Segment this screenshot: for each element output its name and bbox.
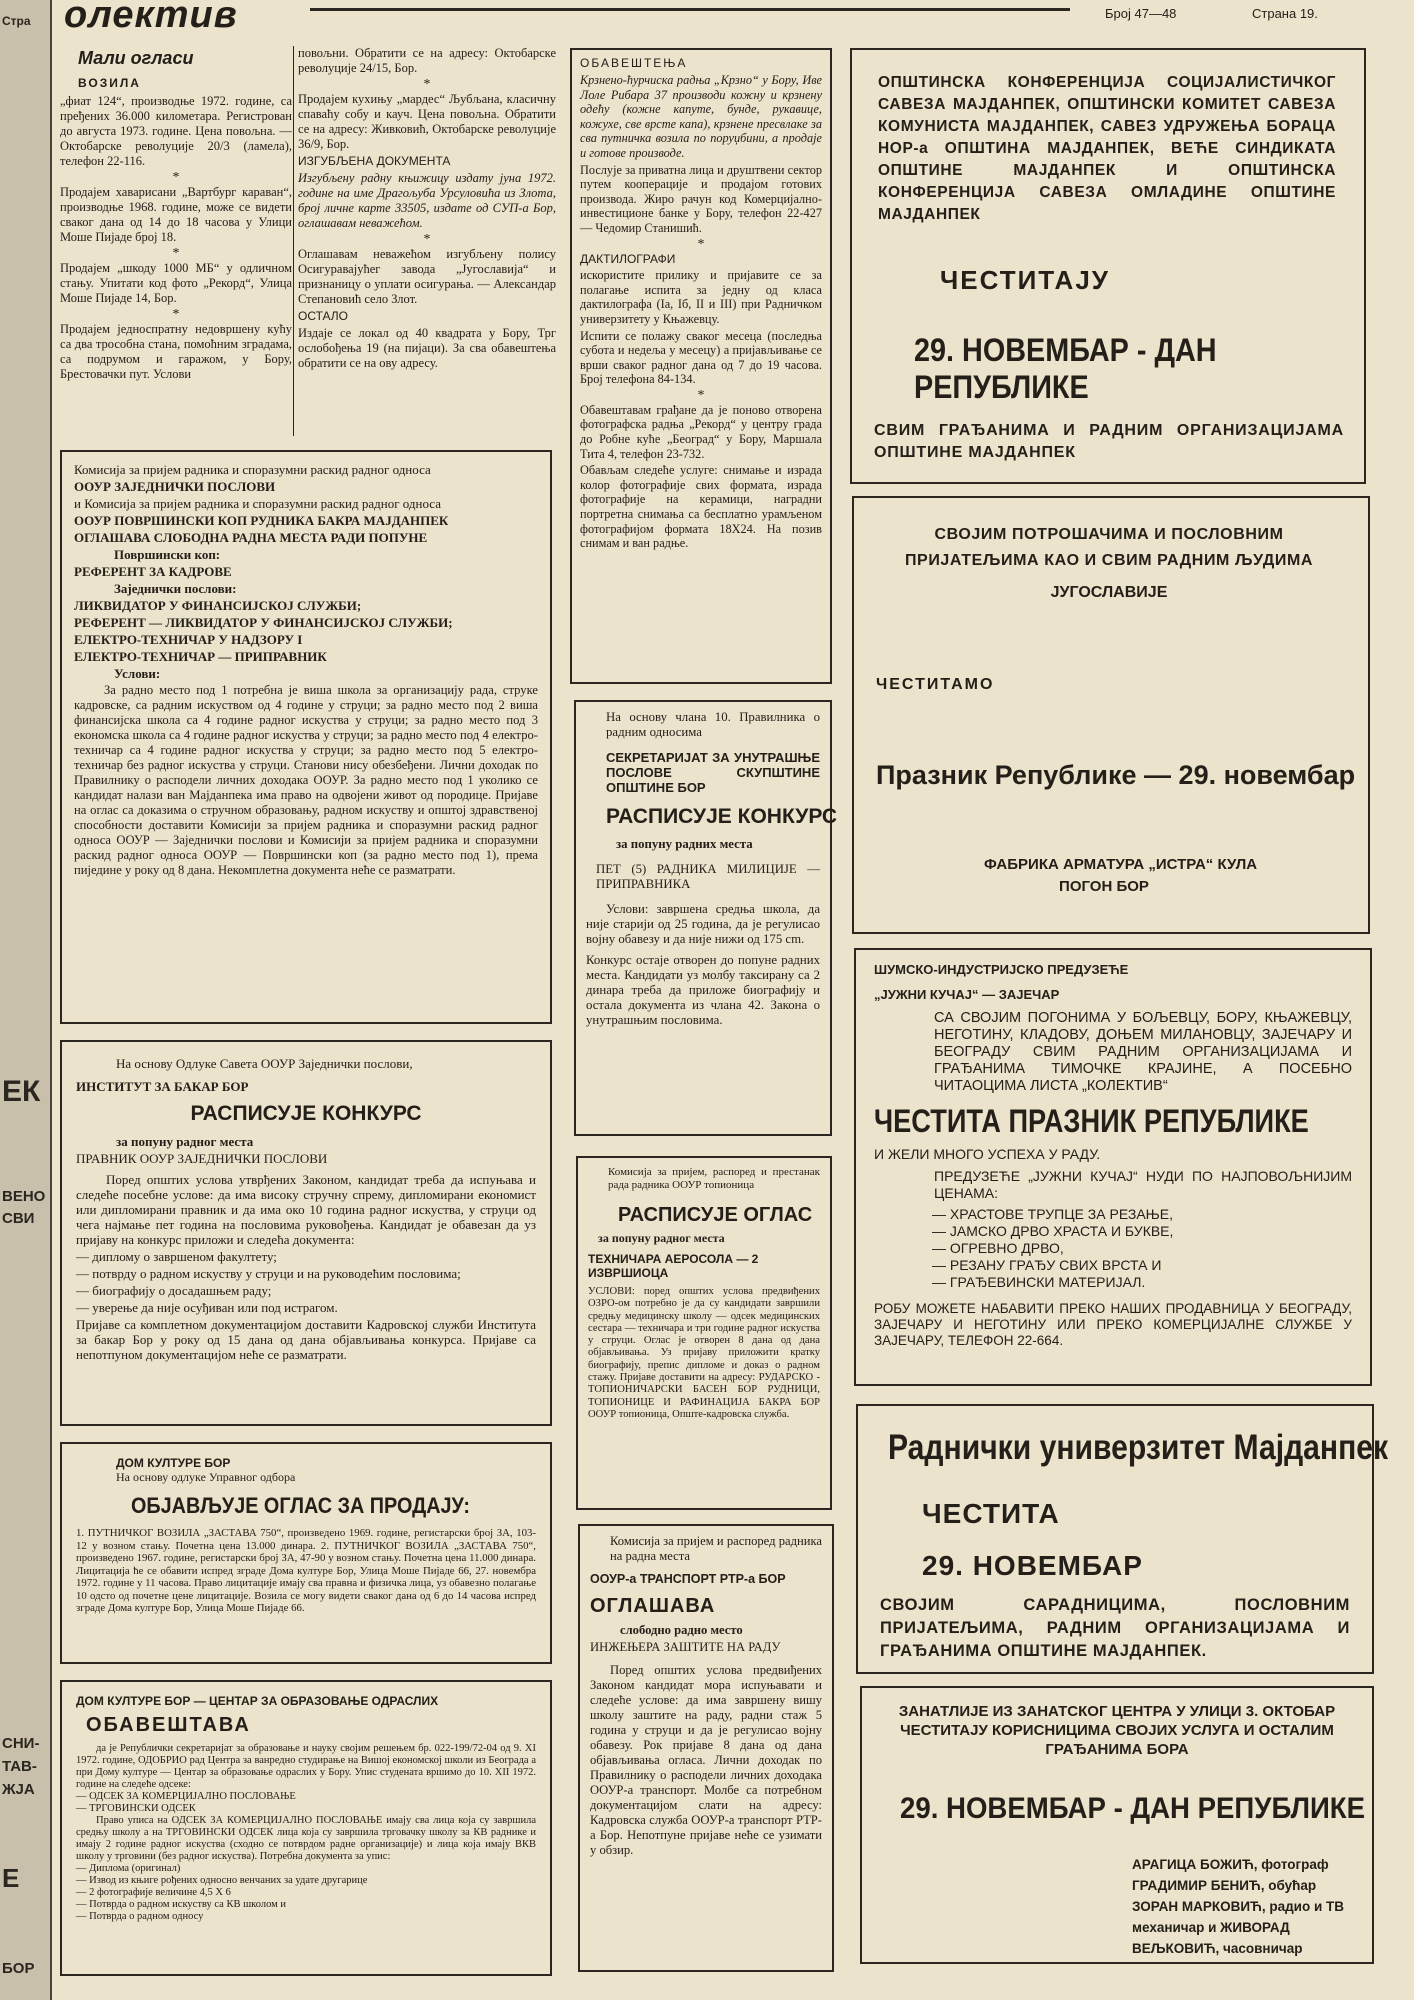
- ad-line: Услови:: [114, 666, 161, 681]
- ad-headline: ОГЛАШАВА: [590, 1595, 716, 1617]
- strip-fragment: СВИ: [2, 1210, 35, 1227]
- list-item: — ЈАМСКО ДРВО ХРАСТА И БУКВЕ,: [932, 1223, 1174, 1239]
- smelter-job-ad: [576, 1156, 832, 1510]
- notice-paragraph: Крзнено-ћурчиска радња „Крзно“ у Бору, Иве Лоле Рибара 37 производи кожну и крзнену одећу (кожне капуте, бунде, рукавице, кожухе, све врсте капа), крзнене пресвлаке за сва путничка возила по поруџбини, а продаје и готове производе.: [580, 73, 822, 160]
- ad-text: [590, 1534, 822, 1858]
- organization-title: Раднички универзитет Мајданпек: [888, 1428, 1389, 1467]
- notice-paragraph: Обављам следеће услуге: снимање и израда колор фотографије свих формата, израда фотографије на керамици, наградни портретна снимања са бесплатно урамљеном фотографијом формата 18X24. На позив снимам и ван радње.: [580, 463, 822, 551]
- separator-star: *: [423, 77, 431, 92]
- list-item: — уверење да није осуђиван или под истрагом.: [76, 1300, 338, 1315]
- notice-paragraph: Послује за приватна лица и друштвени сектор путем кооперације и продајом готових производа. Жиро рачун код Комерцијално-инвестиционе банке у Бору, телефон 22-427 — Чедомир Станишић.: [580, 162, 822, 235]
- ad-headline: РАСПИСУЈЕ КОНКУРС: [190, 1102, 422, 1125]
- separator-star: *: [172, 307, 180, 322]
- list-item: — потврду о радном искуству у струци и на руководећим пословима;: [76, 1266, 461, 1281]
- classified-ad: Издаје се локал од 40 квадрата у Бору, Трг ослобођења 19 (на пијаци). За сва обавештења обратити се на ову адресу.: [298, 326, 556, 370]
- issue-number: Број 47—48: [1105, 6, 1177, 21]
- ad-line: ТЕХНИЧАРА АЕРОСОЛА — 2 ИЗВРШИОЦА: [588, 1252, 759, 1280]
- wish-text: И ЖЕЛИ МНОГО УСПЕХА У РАДУ.: [874, 1146, 1101, 1162]
- separator-star: *: [697, 387, 705, 403]
- strip-fragment: БОР: [2, 1960, 35, 1977]
- classified-ad: Оглашавам неважећом изгубљену полису Осигуравајућег завода „Југославија“ и признаницу о уплати осигурања. — Александар Степановић село Злот.: [298, 247, 556, 306]
- transport-job-ad: [578, 1524, 834, 1972]
- country-text: ЈУГОСЛАВИЈЕ: [1050, 584, 1168, 601]
- company-name: ФАБРИКА АРМАТУРА „ИСТРА“ КУЛА: [984, 856, 1258, 873]
- ad-line: ИНЖЕЊЕРА ЗАШТИТЕ НА РАДУ: [590, 1640, 781, 1654]
- culture-house-education-ad: [60, 1680, 552, 1976]
- strip-fragment: ТАВ-: [2, 1758, 37, 1775]
- ad-line: ЕЛЕКТРО-ТЕХНИЧАР — ПРИПРАВНИК: [74, 649, 327, 664]
- organization-name: ДОМ КУЛТУРЕ БОР: [116, 1456, 231, 1470]
- page-number: Страна 19.: [1252, 6, 1318, 21]
- ad-line: слободно радно место: [620, 1623, 743, 1637]
- list-item: — ОДСЕК ЗА КОМЕРЦИЈАЛНО ПОСЛОВАЊЕ: [76, 1791, 296, 1802]
- recipients-text: СВИМ ГРАЂАНИМА И РАДНИМ ОРГАНИЗАЦИЈАМА ОПШТИНЕ МАЈДАНПЕК: [874, 422, 1344, 461]
- ad-line: СЕКРЕТАРИЈАТ ЗА УНУТРАШЊЕ ПОСЛОВЕ СКУПШТИНЕ ОПШТИНЕ БОР: [606, 750, 820, 795]
- notices-text: [580, 73, 822, 551]
- ad-body: Конкурс остаје отворен до попуне радних места. Кандидати уз молбу таксирану са 2 динара треба да приложе биографију и остала документа из члана 42. Закона о унутрашњим пословима.: [586, 953, 820, 1027]
- copper-institute-ad: [60, 1040, 552, 1426]
- ad-paragraph: да је Републички секретаријат за образовање и науку својим решењем бр. 022-199/72-04 од 9. XI 1972. године, ОДОБРИО рад Центра за ванредно студирање на Вишој економској школи из Београда а при Дому културе — Центар за образовање одраслих у Бору. Упис студената вршимо до 10. XII 1972. године на следеће одсеке:: [76, 1743, 536, 1790]
- holiday-date: 29. НОВЕМБАР: [922, 1550, 1143, 1581]
- list-item: — диплому о завршеном факултету;: [76, 1249, 277, 1264]
- classified-ad: повољни. Обратити се на адресу: Октобарске револуције 24/15, Бор.: [298, 46, 556, 75]
- ad-line: РЕФЕРЕНТ ЗА КАДРОВЕ: [74, 564, 232, 579]
- offer-list: [874, 1206, 1352, 1291]
- classified-ad: Продајем једноспратну недовршену кућу са два трособна стана, помоћним зградама, са подрумом и гаражом, у Бору, Брестовачки пут. Услови: [60, 322, 292, 381]
- ad-line: ПЕТ (5) РАДНИКА МИЛИЦИЈЕ — ПРИПРАВНИКА: [596, 862, 820, 891]
- ad-line: ЛИКВИДАТОР У ФИНАНСИЈСКОЈ СЛУЖБИ;: [74, 598, 362, 613]
- ad-line: Комисија за пријем, распоред и престанак рада радника ООУР топионица: [608, 1166, 820, 1191]
- separator-star: *: [423, 232, 431, 247]
- mine-job-ad: [60, 450, 552, 1024]
- ad-body: 1. ПУТНИЧКОГ ВОЗИЛА „ЗАСТАВА 750“, произведено 1969. године, регистарски број ЗА, 103-12 у возном стању. Почетна цена 13.000 динара. 2. ПУТНИЧКОГ ВОЗИЛА „ЗАСТАВА 750“, произведено 1967. године, регистарски број ЗА, 47-90 у возном стању. Почетна цена 11.000 динара. Лицитација ће се обавити испред зграде Дома културе Бор, Улица Моше Пијаде 66, 27. новембра 1972. године у 11 часова. Право лицитације имају сва правна и физичка лица, уз обавезно полагање 10 одсто од почетне цене лицитације. Возила се могу видети сваког дана од 6 до 14 часова испред зграде Дома културе Бор, Улица Моше Пијаде 66.: [76, 1527, 536, 1614]
- ad-line: РЕФЕРЕНТ — ЛИКВИДАТОР У ФИНАНСИЈСКОЈ СЛУЖБИ;: [74, 615, 453, 630]
- separator-star: *: [697, 236, 705, 252]
- ad-line: за попуну радних места: [616, 837, 753, 851]
- greeting-verb: ЧЕСТИТАМО: [876, 676, 995, 693]
- ad-body: Услови: завршена средња школа, да није старији од 25 година, да је регулисао војну обавезу и да није нижи од 175 cm.: [586, 902, 820, 946]
- recipients-text: СВОЈИМ ПОТРОШАЧИМА И ПОСЛОВНИМ ПРИЈАТЕЉИМА КАО И СВИМ РАДНИМ ЉУДИМА: [904, 526, 1314, 569]
- header-rule: [310, 8, 1070, 11]
- ad-headline: РАСПИСУЈЕ КОНКУРС: [606, 805, 837, 828]
- greeting-headline: ЧЕСТИТА ПРАЗНИК РЕПУБЛИКЕ: [874, 1103, 1309, 1139]
- greeting-verb: ЧЕСТИТАЈУ: [940, 265, 1110, 295]
- classified-ad: Продајем кухињу „мардес“ Љубљана, класичну спаваћу собу и кауч. Цена повољна. Обратити се на адресу: Живковић, Октобарске револуције 36/9, Бор.: [298, 92, 556, 151]
- ad-line: На основу одлуке Управног одбора: [116, 1470, 296, 1484]
- notices-box: [570, 48, 832, 684]
- ad-line: Комисија за пријем радника и споразумни раскид радног односа: [74, 462, 431, 477]
- ad-line: Површински коп:: [114, 547, 221, 562]
- separator-star: *: [172, 246, 180, 261]
- holiday-date: 29. НОВЕМБАР - ДАН РЕПУБЛИКЕ: [914, 332, 1217, 405]
- police-job-ad: [574, 700, 837, 1136]
- classifieds-title: Мали огласи: [78, 48, 194, 68]
- ad-text: [76, 1056, 536, 1362]
- culture-house-sale-ad: [60, 1442, 552, 1664]
- organizations-text: ОПШТИНСКА КОНФЕРЕНЦИЈА СОЦИЈАЛИСТИЧКОГ САВЕЗА МАЈДАНПЕК, ОПШТИНСКИ КОМИТЕТ САВЕЗА КОМУНИСТА МАЈДАНПЕК, САВЕЗ УДРУЖЕЊА БОРАЦА НОР-а ОПШТИНА МАЈДАНПЕК, ВЕЋЕ СИНДИКАТА ОПШТИНЕ МАЈДАНПЕК И ОПШТИНСКА КОНФЕРЕНЦИЈА САВЕЗА ОМЛАДИНЕ ОПШТИНЕ МАЈДАНПЕК: [878, 74, 1336, 223]
- notice-paragraph: Обавештавам грађане да је поново отворена фотографска радња „Рекорд“ у центру града до Робне куће „Београд“ у Бору, Маршала Тита 4, телефон 23-732.: [580, 402, 822, 461]
- notice-paragraph: искористите прилику и пријавите се за полагање испита за једну од класа дактилографа (Ia, Iб, II и III) при Радничком универзитету у Књажевцу.: [580, 268, 822, 326]
- holiday-text: Празник Републике — 29. новембар: [876, 760, 1356, 790]
- company-type: ШУМСКО-ИНДУСТРИЈСКО ПРЕДУЗЕЋЕ: [874, 962, 1129, 977]
- classified-ad: Изгубљену радну књижицу издату јуна 1972. године на име Драгољуба Урсуловића из Злота, број личне карте 33505, издате од СУП-а Бор, оглашавам неважећом.: [298, 171, 556, 230]
- company-name: „ЈУЖНИ КУЧАЈ“ — ЗАЈЕЧАР: [874, 987, 1060, 1002]
- ad-body: Поред општих услова предвиђених Законом кандидат мора испуњавати и следеће услове: да има завршену вишу школу заштите на раду, радни стаж 5 година у струци и да је регулисао војну обавезу. Рок пријаве 8 дана од дана објављивања огласа. Лични доходак по Правилнику о расподели личних доходака ООУР-а транспорт. Молбе са потребном документацијом слати на адресу: Кадровска служба ООУР-а транспорт РТР-а Бор. Непотпуне пријаве неће се узимати у обзир.: [590, 1663, 822, 1857]
- section-head: ОСТАЛО: [298, 309, 349, 323]
- greeting-text: ЗАНАТЛИЈЕ ИЗ ЗАНАТСКОГ ЦЕНТРА У УЛИЦИ 3. ОКТОБАР ЧЕСТИТАЈУ КОРИСНИЦИМА СВОЈИХ УСЛУГА И ОСТАЛИМ ГРАЂАНИМА БОРА: [898, 1703, 1336, 1758]
- classified-ad: „фиат 124“, производње 1972. године, са пређених 36.000 километара. Регистрован до августа 1973. године. Цена повољна. — Октобарске револуције 20/3 (ламела), телефон 22-116.: [60, 94, 292, 168]
- ad-line: На основу Одлуке Савета ООУР Заједнички послови,: [116, 1056, 413, 1071]
- strip-fragment: ЕК: [2, 1075, 41, 1108]
- ad-body: УСЛОВИ: поред општих услова предвиђених ОЗРО-ом потребно је да су кандидати завршили средњу медицинску школу — одсек медицинских сестара — техничара и три године радног искуства у струци. Оглас је отворен 8 дана од дана објављивања. Уз пријаву приложити кратку биографију, препис дипломе и доказ о радном стажу. Пријаве доставити на адресу: РУДАРСКО - ТОПИОНИЧАРСКИ БАСЕН БОР РУДНИЦИ, ТОПИОНИЦЕ И РАФИНАЦИЈА БАКРА БОР ООУР топионица, Опште-кадровска служба.: [588, 1286, 820, 1420]
- column-rule: [293, 46, 294, 436]
- list-item: — Потврда о радном искуству са КВ школом и: [76, 1899, 287, 1910]
- ad-body: Поред општих услова утврђених Законом, кандидат треба да испуњава и следеће посебне услове: да има високу стручну спрему, дипломирани економист или дипломирани правник и да има око 10 година радног искуства, у струци од чега најмање пет година на пословима руковођења. Кандидат је обавезан да уз пријаву на конкурс приложи и следећа документа:: [76, 1172, 536, 1247]
- organization-name: ДОМ КУЛТУРЕ БОР — ЦЕНТАР ЗА ОБРАЗОВАЊЕ ОДРАСЛИХ: [76, 1694, 439, 1708]
- ad-body: За радно место под 1 потребна је виша школа за организацију рада, струке кадровске, са радним искуством од 4 године у струци; за радно место под 2 виша финансијска школа са 4 године радног искуства у струци; за радно место под 3 економска школа са 4 године радног искуства у струци; за радно место под 4 електро-техничар са 4 године радног искуства у струци; за радно место под 5 електро-техничар без радног искуства у струци. Станови нису обезбеђени. Лични доходак по Правилнику о расподели личних доходака ООУР. За радно место под 1 уколико се кандидат налази ван Мајданпека има право на одвојени живот од породице. Пријаве на оглас са доказима о стручном образовању, радном искуству и општој здравственој способности доставити Комисији за пријем радника и споразумни раскид радног односа ООУР — Заједнички послови и Комисији за пријем радника и споразумни раскид радног односа ООУР — Површински коп (за радно место под 1), према пиједине у року од 8 дана. Некомплетна документа неће се разматрати.: [74, 683, 538, 877]
- radnicki-univerzitet-ad: [856, 1404, 1389, 1674]
- classified-ad: Продајем „шкоду 1000 МБ“ у одличном стању. Упитати код фото „Рекорд“, Улица Моше Пијаде 14, Бор.: [60, 261, 292, 305]
- greeting-text: СА СВОЈИМ ПОГОНИМА У БОЉЕВЦУ, БОРУ, КЊАЖЕВЦУ, НЕГОТИНУ, КЛАДОВУ, ДОЊЕМ МИЛАНОВЦУ, ЗАЈЕЧАРУ И БЕОГРАДУ СВИМ РАДНИМ ОРГАНИЗАЦИЈАМА И ГРАЂАНИМА ТИМОЧКЕ КРАЈИНЕ, А ПОСЕБНО ЧИТАОЦИМА ЛИСТА „КОЛЕКТИВ“: [934, 1010, 1352, 1094]
- istra-greeting-ad: [852, 496, 1370, 934]
- classifieds-col2: [298, 46, 556, 373]
- classifieds-section: ВОЗИЛА: [78, 76, 141, 90]
- list-item: — биографију о досадашњем раду;: [76, 1283, 272, 1298]
- ad-text: [586, 710, 837, 1028]
- section-head: ДАКТИЛОГРАФИ: [580, 251, 676, 266]
- adjacent-page-strip: [0, 0, 52, 2000]
- juzni-kucaj-ad: [854, 948, 1372, 1386]
- ad-line: Заједнички послови:: [114, 581, 237, 596]
- list-item: — Диплома (оригинал): [76, 1863, 181, 1874]
- holiday-date: 29. НОВЕМБАР - ДАН РЕПУБЛИКЕ: [900, 1792, 1366, 1825]
- list-item: — ХРАСТОВЕ ТРУПЦЕ ЗА РЕЗАЊЕ,: [932, 1206, 1174, 1222]
- list-item: — Потврда о радном односу: [76, 1911, 204, 1922]
- ad-line: и Комисија за пријем радника и споразумни раскид радног односа: [74, 496, 441, 511]
- ad-headline: РАСПИСУЈЕ ОГЛАС: [618, 1204, 813, 1226]
- greeting-verb: ЧЕСТИТА: [922, 1498, 1060, 1529]
- recipients-text: СВОЈИМ САРАДНИЦИМА, ПОСЛОВНИМ ПРИЈАТЕЉИМА, РАДНИМ ОРГАНИЗАЦИЈАМА И ГРАЂАНИМА ОПШТИНЕ МАЈДАНПЕК.: [880, 1596, 1350, 1660]
- strip-fragment: ВЕНО: [2, 1188, 46, 1205]
- list-item: — ГРАЂЕВИНСКИ МАТЕРИЈАЛ.: [932, 1274, 1146, 1290]
- separator-star: *: [172, 170, 180, 185]
- notice-paragraph: Испити се полажу сваког месеца (последња субота и недеља у месецу) а пријављивање се врши сваког радног дана од 7 до 19 часова. Број телефона 84-134.: [580, 328, 822, 387]
- ad-body: Пријаве са комплетном документацијом доставити Кадровској служби Института за бакар Бор у року од 15 дана од дана објављивања конкурса. Пријаве са непотпуном документацијом неће се разматрати.: [76, 1317, 536, 1362]
- list-item: — Извод из књиге рођених односно венчаних за удате другарице: [76, 1875, 368, 1886]
- company-unit: ПОГОН БОР: [1059, 878, 1149, 895]
- zanatlije-ad: [860, 1686, 1374, 1964]
- classifieds-col1: [60, 94, 292, 384]
- strip-fragment: СНИ-: [2, 1735, 40, 1752]
- ad-headline: ОБЈАВЉУЈЕ ОГЛАС ЗА ПРОДАЈУ:: [131, 1493, 470, 1518]
- ad-text: [74, 462, 538, 878]
- ad-line: ЕЛЕКТРО-ТЕХНИЧАР У НАДЗОРУ I: [74, 632, 303, 647]
- list-item: — 2 фотографије величине 4,5 X 6: [76, 1887, 231, 1898]
- list-item: — ТРГОВИНСКИ ОДСЕК: [76, 1803, 196, 1814]
- list-item: — РЕЗАНУ ГРАЂУ СВИХ ВРСТА И: [932, 1257, 1162, 1273]
- strip-fragment: Е: [2, 1863, 20, 1893]
- ad-line: ИНСТИТУТ ЗА БАКАР БОР: [76, 1079, 249, 1094]
- strip-fragment: Стра: [2, 14, 31, 28]
- list-item: — ОГРЕВНО ДРВО,: [932, 1240, 1064, 1256]
- ad-line: ООУР-а ТРАНСПОРТ РТР-а БОР: [590, 1572, 786, 1586]
- craftsmen-names: АРАГИЦА БОЖИЋ, фотограф ГРАДИМИР БЕНИЋ, обућар ЗОРАН МАРКОВИЋ, радио и ТВ механичар и ЖИВОРАД ВЕЉКОВИЋ, часовничар: [1132, 1857, 1345, 1956]
- ad-line: ООУР ПОВРШИНСКИ КОП РУДНИКА БАКРА МАЈДАНПЕК: [74, 513, 449, 528]
- ad-line: Комисија за пријем и распоред радника на радна места: [610, 1534, 822, 1563]
- classified-ad: Продајем хаварисани „Вартбург караван“, производње 1968. године, може се видети сваког дана од 14 до 18 часова у Улици Моше Пијаде број 18.: [60, 185, 292, 244]
- strip-fragment: ЖЈА: [2, 1781, 35, 1798]
- section-head: ИЗГУБЉЕНА ДОКУМЕНТА: [298, 154, 451, 168]
- ad-line: за попуну радног места: [116, 1134, 254, 1149]
- majdanpek-greeting-ad: [850, 48, 1366, 484]
- ad-line: На основу члана 10. Правилника о радним односима: [606, 710, 820, 739]
- notices-heading: ОБАВЕШТЕЊА: [580, 56, 688, 70]
- footer-text: РОБУ МОЖЕТЕ НАБАВИТИ ПРЕКО НАШИХ ПРОДАВНИЦА У БЕОГРАДУ, ЗАЈЕЧАРУ И НЕГОТИНУ ИЛИ ПРЕКО КОМЕРЦИЈАЛНЕ СЛУЖБЕ У ЗАЈЕЧАРУ, ТЕЛЕФОН 22-664.: [874, 1301, 1352, 1348]
- ad-paragraph: Право уписа на ОДСЕК ЗА КОМЕРЦИЈАЛНО ПОСЛОВАЊЕ имају сва лица која су завршила средњу школу а на ТРГОВИНСКИ ОДСЕК лица која су завршила трговачку школу за КВ раднике и имају 2 године радног искуства (сходно се потврдом радне организације) и лица која имају ВКВ школу у трговини (без радног искуства). Потребна документа за упис:: [76, 1815, 536, 1862]
- ad-body: [76, 1743, 536, 1923]
- ad-headline: ОБАВЕШТАВА: [86, 1714, 251, 1736]
- ad-line: ОГЛАШАВА СЛОБОДНА РАДНА МЕСТА РАДИ ПОПУНЕ: [74, 530, 428, 545]
- ad-line: за попуну радног места: [598, 1231, 725, 1245]
- ad-line: ПРАВНИК ООУР ЗАЈЕДНИЧКИ ПОСЛОВИ: [76, 1151, 328, 1166]
- ad-line: ООУР ЗАЈЕДНИЧКИ ПОСЛОВИ: [74, 479, 276, 494]
- masthead: олектив: [64, 0, 238, 36]
- offer-text: ПРЕДУЗЕЋЕ „ЈУЖНИ КУЧАЈ“ НУДИ ПО НАЈПОВОЉНИЈИМ ЦЕНАМА:: [934, 1168, 1352, 1201]
